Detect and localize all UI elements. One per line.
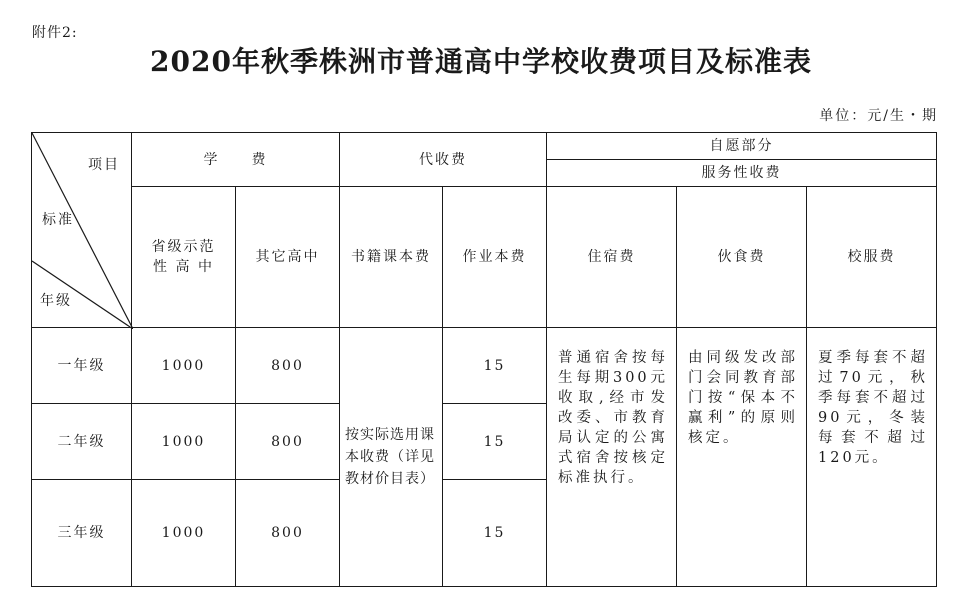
row-grade-1: 一年级	[31, 327, 132, 404]
corner-item-label: 项目	[88, 157, 120, 173]
books-note: 按实际选用课本收费（详见教材价目表）	[339, 327, 443, 587]
row-grade-3: 三年级	[31, 479, 132, 587]
row-2-workbook: 15	[442, 403, 547, 480]
uniform-note: 夏季每套不超过70元，秋季每套不超过90元，冬装每套不超过120元。	[806, 327, 937, 587]
corner-grade-label: 年级	[40, 293, 72, 309]
lodging-note: 普通宿舍按每生每期300元收取,经市发改委、市教育局认定的公寓式宿舍按核定标准执行。	[546, 327, 677, 587]
fee-table	[31, 132, 937, 587]
header-collect: 代收费	[339, 132, 547, 187]
header-provincial-line1: 省级示范	[151, 239, 216, 255]
header-tuition: 学 费	[131, 132, 340, 187]
row-2-provincial: 1000	[131, 403, 236, 480]
header-workbook: 作业本费	[442, 186, 547, 328]
header-provincial-line2: 性 高 中	[153, 259, 214, 275]
meals-note: 由同级发改部门会同教育部门按“保本不赢利”的原则核定。	[676, 327, 807, 587]
header-meals: 伙食费	[676, 186, 807, 328]
row-3-provincial: 1000	[131, 479, 236, 587]
attachment-label: 附件2:	[32, 25, 78, 41]
row-1-provincial: 1000	[131, 327, 236, 404]
header-lodging: 住宿费	[546, 186, 677, 328]
page-title: 2020年秋季株洲市普通高中学校收费项目及标准表	[150, 45, 812, 78]
unit-label: 单位：元/生・期	[819, 108, 938, 124]
header-books: 书籍课本费	[339, 186, 443, 328]
corner-header	[31, 132, 132, 328]
row-grade-2: 二年级	[31, 403, 132, 480]
header-voluntary: 自愿部分	[546, 132, 937, 160]
row-3-other: 800	[235, 479, 340, 587]
corner-standard-label: 标准	[42, 212, 74, 228]
row-2-other: 800	[235, 403, 340, 480]
row-1-other: 800	[235, 327, 340, 404]
row-1-workbook: 15	[442, 327, 547, 404]
header-provincial	[131, 186, 236, 328]
header-other-schools: 其它高中	[235, 186, 340, 328]
header-uniform: 校服费	[806, 186, 937, 328]
header-service: 服务性收费	[546, 159, 937, 187]
row-3-workbook: 15	[442, 479, 547, 587]
